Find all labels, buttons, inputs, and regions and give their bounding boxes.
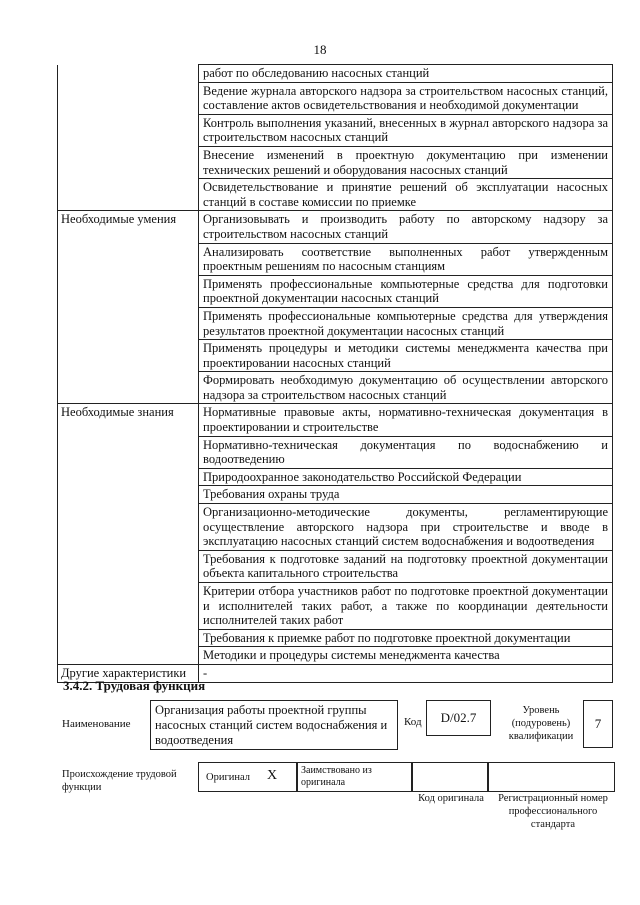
row-text: Нормативно-техническая документация по водоснабжению и водоотведению [199,436,613,468]
name-label: Наименование [62,718,131,730]
table-row [58,550,613,582]
row-label [58,436,199,468]
row-label [58,65,199,83]
code-value: D/02.7 [440,710,477,725]
row-label [58,275,199,307]
row-label [58,647,199,665]
code-label: Код [404,716,422,728]
table-row [58,583,613,630]
table-row [58,307,613,339]
row-text: Освидетельствование и принятие решений об эксплуатации насосных станций в составе комиссии по приемке [199,179,613,211]
row-label [58,486,199,504]
row-text: Организовывать и производить работу по авторскому надзору за строительством насосных станций [199,211,613,243]
table-row [58,468,613,486]
table-row [58,372,613,404]
row-label [58,82,199,114]
table-row [58,647,613,665]
row-label [58,146,199,178]
original-mark: X [267,768,278,783]
row-text: Организационно-методические документы, регламентирующие осуществление авторского надзора при строительстве и вводе в эксплуатацию насосных станций систем водоснабжения и водоотведения [199,504,613,551]
row-text: Контроль выполнения указаний, внесенных в журнал авторского надзора за строительством насосных станций [199,114,613,146]
table-row [58,114,613,146]
row-label [58,179,199,211]
page-number: 18 [313,42,327,57]
row-text: Внесение изменений в проектную документацию при изменении технических решений и оборудования насосных станций [199,146,613,178]
row-label [58,504,199,551]
row-text: Формировать необходимую документацию об осуществлении авторского надзора за строительством насосных станций [199,372,613,404]
row-label [58,243,199,275]
reg-number-caption: Регистрационный номер профессионального стандарта [498,793,608,830]
table-row [58,486,613,504]
function-name-box [150,700,398,750]
competency-table [57,64,613,683]
table-row [58,146,613,178]
origin-label: Происхождение трудовой функции [62,769,177,793]
row-label: Другие характеристики [58,664,199,682]
table-row [58,179,613,211]
row-text: Методики и процедуры системы менеджмента качества [199,647,613,665]
table-row [58,504,613,551]
row-label [58,550,199,582]
level-label: Уровень (подуровень) квалификации [508,705,574,742]
code-original-caption: Код оригинала [418,793,484,804]
table-row [58,275,613,307]
row-text: Требования охраны труда [199,486,613,504]
table-row [58,65,613,83]
table-row [58,629,613,647]
row-label [58,307,199,339]
code-original-cell [411,762,489,792]
table-row [58,243,613,275]
original-label: Оригинал [206,772,250,783]
row-text: Требования к приемке работ по подготовке проектной документации [199,629,613,647]
row-text: - [199,664,613,682]
row-text: Критерии отбора участников работ по подготовке проектной документации и исполнителей таких работ, а также по координации деятельности исполнителей таких работ [199,583,613,630]
row-text: Анализировать соответствие выполненных работ утвержденным проектным решениям по насосным станциям [199,243,613,275]
section-heading: 3.4.2. Трудовая функция [63,678,206,693]
row-text: Требования к подготовке заданий на подготовку проектной документации объекта капитального строительства [199,550,613,582]
borrowed-label: Заимствовано из оригинала [301,765,372,788]
table-row [58,82,613,114]
row-label [58,340,199,372]
row-text: Применять профессиональные компьютерные средства для подготовки проектной документации насосных станций [199,275,613,307]
table-row [58,404,613,436]
table-row [58,211,613,243]
row-text: Нормативные правовые акты, нормативно-техническая документация в проектировании и строительстве [199,404,613,436]
table-row [58,436,613,468]
row-label: Необходимые умения [58,211,199,243]
reg-number-cell [487,762,615,792]
borrowed-cell [296,762,413,792]
function-name-value: Организация работы проектной группы насосных станций систем водоснабжения и водоотведения [155,703,388,747]
original-cell [198,762,298,792]
row-label: Необходимые знания [58,404,199,436]
row-label [58,629,199,647]
level-box [583,700,613,748]
row-text: Применять профессиональные компьютерные средства для утверждения результатов проектной документации насосных станций [199,307,613,339]
row-label [58,583,199,630]
row-text: Ведение журнала авторского надзора за строительством насосных станций, составление актов освидетельствования и необходимой документации [199,82,613,114]
row-text: Природоохранное законодательство Российской Федерации [199,468,613,486]
row-label [58,372,199,404]
level-value: 7 [594,716,602,731]
row-label [58,114,199,146]
row-text: работ по обследованию насосных станций [199,65,613,83]
row-text: Применять процедуры и методики системы менеджмента качества при проектировании насосных станций [199,340,613,372]
table-row [58,340,613,372]
code-box [426,700,491,736]
row-label [58,468,199,486]
